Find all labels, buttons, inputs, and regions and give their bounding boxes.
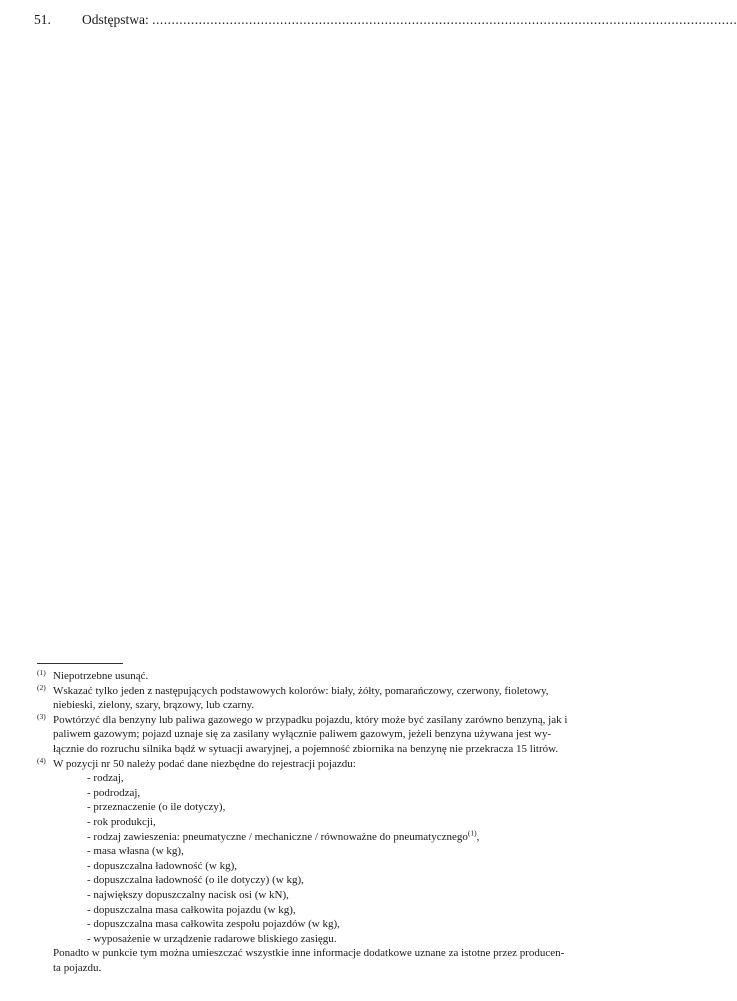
footnote-marker: (1)	[37, 668, 46, 677]
footnote-text: niebieski, zielony, szary, brązowy, lub czarny.	[53, 699, 255, 712]
footnote-text: paliwem gazowym; pojazd uznaje się za zasilany wyłącznie paliwem gazowym, jeżeli benzyna używana jest wy-	[53, 728, 552, 741]
list-item: - masa własna (w kg),	[87, 845, 184, 858]
list-item: - rok produkcji,	[87, 815, 156, 828]
list-item: - dopuszczalna ładowność (w kg),	[87, 859, 237, 872]
list-item: - największy dopuszczalny nacisk osi (w kN),	[87, 888, 289, 901]
footnote-3	[37, 713, 665, 757]
footnote-4	[37, 757, 665, 947]
list-item: - dopuszczalna masa całkowita zespołu pojazdów (w kg),	[87, 918, 340, 931]
footnote-2	[37, 684, 665, 713]
footnote-text: Ponadto w punkcie tym można umieszczać wszystkie inne informacje dodatkowe uznane za istotne przez producen-	[53, 947, 565, 960]
footnote-closing	[37, 946, 665, 975]
list-item: - dopuszczalna ładowność (o ile dotyczy) (w kg),	[87, 874, 304, 887]
footnote-text: łącznie do rozruchu silnika bądź w sytuacji awaryjnej, a pojemność zbiornika na benzynę nie przekracza 15 litrów.	[53, 742, 559, 755]
fill-in-dots: .......................................................................................................................................................	[152, 12, 737, 27]
list-item: - dopuszczalna masa całkowita pojazdu (w kg),	[87, 903, 296, 916]
footnote-text: W pozycji nr 50 należy podać dane niezbędne do rejestracji pojazdu:	[53, 757, 356, 770]
list-item: - przeznaczenie (o ile dotyczy),	[87, 801, 226, 814]
footnote-text: Powtórzyć dla benzyny lub paliwa gazowego w przypadku pojazdu, który może być zasilany zarówno benzyną, jak i	[53, 713, 568, 726]
footnote-marker: (2)	[37, 682, 46, 692]
footnote-reference: (1)	[467, 827, 477, 837]
list-item: - podrodzaj,	[87, 786, 141, 799]
section-heading	[34, 12, 737, 28]
section-number: 51.	[34, 12, 51, 27]
footnote-text: Wskazać tylko jeden z następujących podstawowych kolorów: biały, żółty, pomarańczowy, czerwony, fioletowy,	[53, 684, 549, 697]
footnote-text: ta pojazdu.	[53, 961, 102, 974]
list-item-text: - rodzaj zawieszenia: pneumatyczne / mechaniczne / równoważne do pneumatycznego	[87, 830, 468, 843]
footnote-text: Niepotrzebne usunąć.	[53, 670, 149, 682]
footnote-marker: (4)	[37, 755, 46, 765]
footnote-marker: (3)	[37, 711, 46, 721]
list-item	[87, 827, 665, 845]
registration-data-list	[53, 771, 665, 946]
list-item: - wyposażenie w urządzenie radarowe bliskiego zasięgu.	[87, 932, 337, 945]
footnote-1	[37, 669, 665, 684]
footnotes	[37, 669, 665, 975]
section-label: Odstępstwa:	[82, 12, 149, 27]
list-item: - rodzaj,	[87, 772, 124, 785]
list-item-punctuation: ,	[476, 830, 480, 843]
footnote-separator	[37, 663, 123, 664]
